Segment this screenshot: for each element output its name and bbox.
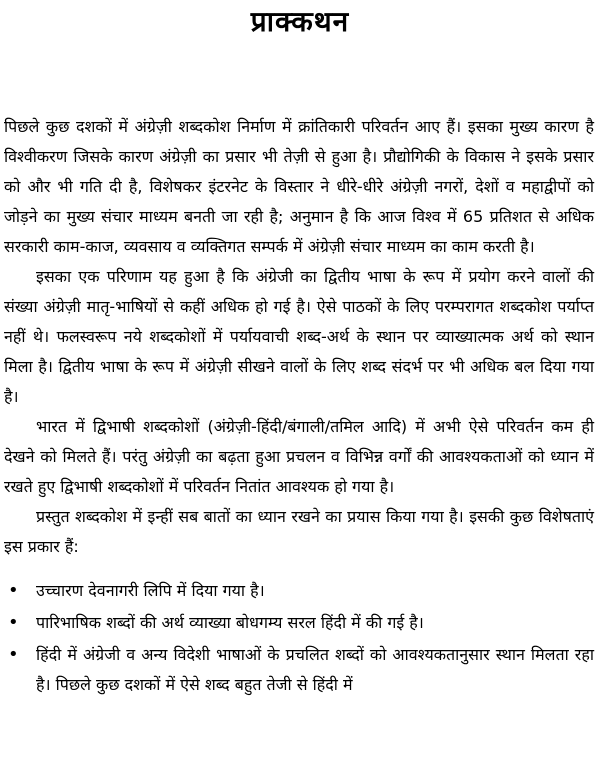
list-item: [4, 608, 594, 638]
list-item: [4, 576, 594, 606]
document-body: [4, 112, 594, 702]
paragraph-1: पिछले कुछ दशकों में अंग्रेज़ी शब्दकोश निर्माण में क्रांतिकारी परिवर्तन आए हैं। इसका मुख्य कारण है विश्वीकरण जिसके कारण अंग्रेज़ी का प्रसार भी तेज़ी से हुआ है। प्रौद्योगिकी के विकास ने इसके प्रसार को और भी गति दी है, विशेषकर इंटरनेट के विस्तार ने धीरे-धीरे अंग्रेज़ी नगरों, देशों व महाद्वीपों को जोड़ने का मुख्य संचार माध्यम बनती जा रही है; अनुमान है कि आज विश्व में 65 प्रतिशत से अधिक सरकारी काम-काज, व्यवसाय व व्यक्तिगत सम्पर्क में अंग्रेज़ी संचार माध्यम का काम करती है।: [4, 117, 594, 256]
list-item-text: पारिभाषिक शब्दों की अर्थ व्याख्या बोधगम्य सरल हिंदी में की गई है।: [36, 613, 424, 632]
list-item-text: उच्चारण देवनागरी लिपि में दिया गया है।: [36, 581, 265, 600]
bullet-icon: •: [8, 644, 19, 665]
paragraph-4: प्रस्तुत शब्दकोश में इन्हीं सब बातों का ध्यान रखने का प्रयास किया गया है। इसकी कुछ विशेषताएं इस प्रकार हैं:: [4, 507, 594, 556]
bullet-icon: •: [8, 612, 19, 633]
paragraph-2: इसका एक परिणाम यह हुआ है कि अंग्रेजी का द्वितीय भाषा के रूप में प्रयोग करने वालों की संख्या अंग्रेज़ी मातृ-भाषियों से कहीं अधिक हो गई है। ऐसे पाठकों के लिए परम्परागत शब्दकोश पर्याप्त नहीं थे। फलस्वरूप नये शब्दकोशों में पर्यायवाची शब्द-अर्थ के स्थान पर व्याख्यात्मक अर्थ को स्थान मिला है। द्वितीय भाषा के रूप में अंग्रेज़ी सीखने वालों के लिए शब्द संदर्भ पर भी अधिक बल दिया गया है।: [4, 267, 594, 406]
paragraph-3: भारत में द्विभाषी शब्दकोशों (अंग्रेज़ी-हिंदी/बंगाली/तमिल आदि) में अभी ऐसे परिवर्तन कम ही देखने को मिलते हैं। परंतु अंग्रेज़ी का बढ़ता हुआ प्रचलन व विभिन्न वर्गों की आवश्यकताओं को ध्यान में रखते हुए द्विभाषी शब्दकोशों में परिवर्तन नितांत आवश्यक हो गया है।: [4, 417, 594, 496]
page-title: प्राक्कथन: [250, 5, 350, 38]
list-item: [4, 640, 594, 700]
feature-list: [4, 576, 594, 700]
bullet-icon: •: [8, 580, 19, 601]
list-item-text: हिंदी में अंग्रेजी व अन्य विदेशी भाषाओं के प्रचलित शब्दों को आवश्यकतानुसार स्थान मिलता रहा है। पिछले कुछ दशकों में ऐसे शब्द बहुत तेजी से हिंदी में: [36, 645, 594, 694]
